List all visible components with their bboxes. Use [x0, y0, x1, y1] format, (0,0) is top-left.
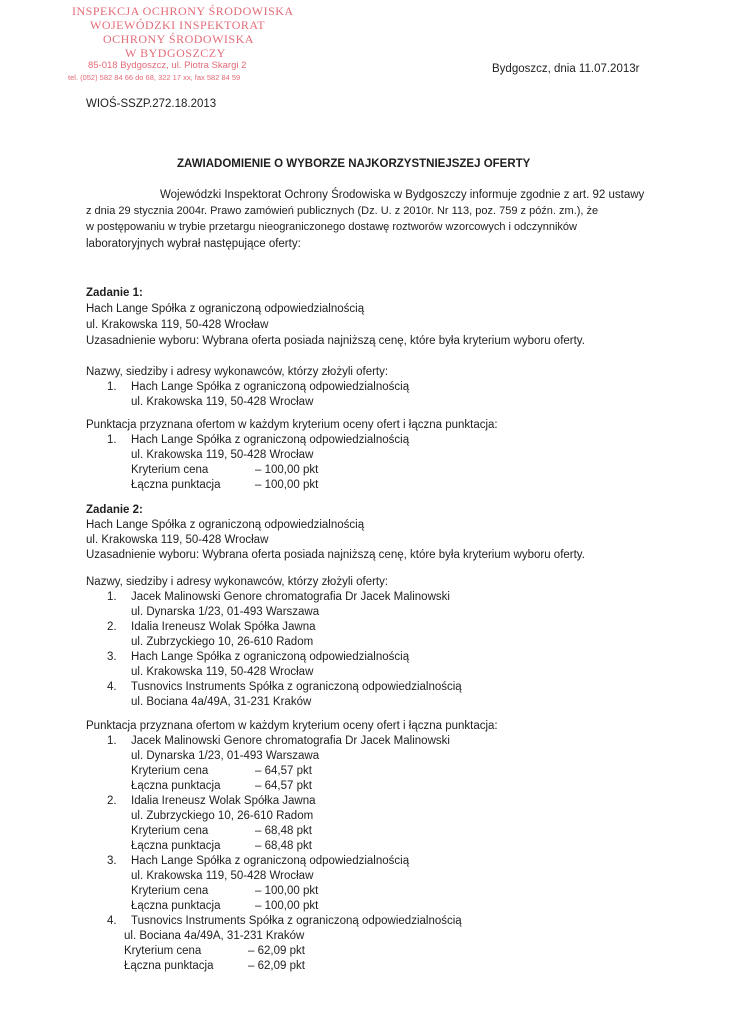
total-score-value: – 62,09 pkt	[248, 960, 305, 972]
task2-bidder3-name: Hach Lange Spółka z ograniczoną odpowiedzialnością	[131, 651, 410, 663]
total-score-label: Łączna punktacja	[131, 900, 221, 912]
task1-winner-address: ul. Krakowska 119, 50-428 Wrocław	[86, 319, 269, 331]
total-score-value: – 64,57 pkt	[255, 780, 312, 792]
total-score-label: Łączna punktacja	[131, 479, 221, 491]
task2-winner-name: Hach Lange Spółka z ograniczoną odpowiedzialnością	[86, 519, 365, 531]
task2-bidder2-number: 2.	[107, 621, 117, 633]
task1-score1-address: ul. Krakowska 119, 50-428 Wrocław	[131, 449, 314, 461]
task1-score1-price-row	[131, 464, 318, 477]
task2-score2-name: Idalia Ireneusz Wolak Spółka Jawna	[131, 795, 316, 807]
task2-score3-price-row	[131, 885, 318, 898]
stamp-line-6: tel. (052) 582 84 66 do 68, 322 17 xx, fax 582 84 59	[68, 73, 241, 82]
task2-winner-address: ul. Krakowska 119, 50-428 Wrocław	[86, 534, 269, 546]
task2-bidder1-address: ul. Dynarska 1/23, 01-493 Warszawa	[131, 606, 320, 618]
task2-score1-price-row	[131, 765, 312, 778]
price-criterion-label: Kryterium cena	[131, 825, 209, 837]
price-criterion-value: – 62,09 pkt	[248, 945, 305, 957]
stamp-line-4: W BYDGOSZCZY	[125, 46, 226, 60]
task1-bidder1-address: ul. Krakowska 119, 50-428 Wrocław	[131, 396, 314, 408]
task2-score2-total-row	[131, 840, 312, 853]
task2-bidder1-name: Jacek Malinowski Genore chromatografia Dr Jacek Malinowski	[131, 591, 450, 603]
task2-justification: Uzasadnienie wyboru: Wybrana oferta posiada najniższą cenę, które była kryterium wyboru oferty.	[86, 549, 585, 561]
task1-scores-heading: Punktacja przyznana ofertom w każdym kryterium oceny ofert i łączna punktacja:	[86, 419, 498, 431]
price-criterion-value: – 100,00 pkt	[255, 464, 319, 476]
task2-bidders-heading: Nazwy, siedziby i adresy wykonawców, którzy złożyli oferty:	[86, 576, 389, 588]
intro-line-1: Wojewódzki Inspektorat Ochrony Środowiska w Bydgoszczy informuje zgodnie z art. 92 ustawy	[160, 189, 645, 201]
task2-score1-address: ul. Dynarska 1/23, 01-493 Warszawa	[131, 750, 320, 762]
task2-heading: Zadanie 2:	[86, 504, 143, 516]
place-and-date: Bydgoszcz, dnia 11.07.2013r	[492, 63, 640, 75]
task2-score2-number: 2.	[107, 795, 117, 807]
task2-score3-address: ul. Krakowska 119, 50-428 Wrocław	[131, 870, 314, 882]
price-criterion-label: Kryterium cena	[131, 885, 209, 897]
intro-line-2: z dnia 29 stycznia 2004r. Prawo zamówień publicznych (Dz. U. z 2010r. Nr 113, poz. 759 z późn. zm.), że	[86, 205, 599, 217]
price-criterion-label: Kryterium cena	[124, 945, 202, 957]
task2-score4-price-row	[124, 945, 305, 958]
task2-bidder2-address: ul. Zubrzyckiego 10, 26-610 Radom	[131, 636, 314, 648]
task2-bidder1-number: 1.	[107, 591, 117, 603]
task2-bidder4-name: Tusnovics Instruments Spółka z ograniczoną odpowiedzialnością	[131, 681, 462, 693]
task1-heading: Zadanie 1:	[86, 287, 143, 299]
intro-line-3: w postępowaniu w trybie przetargu nieograniczonego dostawę roztworów wzorcowych i odczynników	[86, 221, 577, 233]
task2-score4-address: ul. Bociana 4a/49A, 31-231 Kraków	[124, 930, 305, 942]
task2-score2-address: ul. Zubrzyckiego 10, 26-610 Radom	[131, 810, 314, 822]
task2-score2-price-row	[131, 825, 312, 838]
task2-score3-total-row	[131, 900, 318, 913]
stamp-line-2: WOJEWÓDZKI INSPEKTORAT	[90, 18, 266, 32]
task2-score1-number: 1.	[107, 735, 117, 747]
total-score-label: Łączna punktacja	[124, 960, 214, 972]
task2-score3-number: 3.	[107, 855, 117, 867]
task2-score1-name: Jacek Malinowski Genore chromatografia Dr Jacek Malinowski	[131, 735, 450, 747]
task1-bidder1-name: Hach Lange Spółka z ograniczoną odpowiedzialnością	[131, 381, 410, 393]
price-criterion-value: – 64,57 pkt	[255, 765, 312, 777]
price-criterion-label: Kryterium cena	[131, 464, 209, 476]
intro-line-4: laboratoryjnych wybrał następujące oferty:	[86, 238, 301, 250]
stamp-line-1: INSPEKCJA OCHRONY ŚRODOWISKA	[72, 4, 294, 18]
reference-number: WIOŚ-SSZP.272.18.2013	[86, 98, 217, 110]
total-score-value: – 100,00 pkt	[255, 479, 319, 491]
task1-score1-total-row	[131, 479, 318, 492]
task2-score4-total-row	[124, 960, 305, 973]
task2-bidder2-name: Idalia Ireneusz Wolak Spółka Jawna	[131, 621, 316, 633]
stamp-line-3: OCHRONY ŚRODOWISKA	[103, 32, 254, 46]
task2-bidder3-number: 3.	[107, 651, 117, 663]
price-criterion-value: – 68,48 pkt	[255, 825, 312, 837]
task1-bidder1-number: 1.	[107, 381, 117, 393]
document-title: ZAWIADOMIENIE O WYBORZE NAJKORZYSTNIEJSZEJ OFERTY	[177, 158, 531, 170]
task1-score1-number: 1.	[107, 434, 117, 446]
task1-bidders-heading: Nazwy, siedziby i adresy wykonawców, którzy złożyli oferty:	[86, 366, 389, 378]
task2-bidder4-number: 4.	[107, 681, 117, 693]
task2-score4-number: 4.	[107, 915, 117, 927]
total-score-value: – 100,00 pkt	[255, 900, 319, 912]
task2-scores-heading: Punktacja przyznana ofertom w każdym kryterium oceny ofert i łączna punktacja:	[86, 720, 498, 732]
task2-score3-name: Hach Lange Spółka z ograniczoną odpowiedzialnością	[131, 855, 410, 867]
task2-bidder4-address: ul. Bociana 4a/49A, 31-231 Kraków	[131, 696, 312, 708]
price-criterion-value: – 100,00 pkt	[255, 885, 319, 897]
task2-score4-name: Tusnovics Instruments Spółka z ograniczoną odpowiedzialnością	[131, 915, 462, 927]
task2-bidder3-address: ul. Krakowska 119, 50-428 Wrocław	[131, 666, 314, 678]
total-score-value: – 68,48 pkt	[255, 840, 312, 852]
price-criterion-label: Kryterium cena	[131, 765, 209, 777]
task1-winner-name: Hach Lange Spółka z ograniczoną odpowiedzialnością	[86, 303, 365, 315]
total-score-label: Łączna punktacja	[131, 840, 221, 852]
total-score-label: Łączna punktacja	[131, 780, 221, 792]
stamp-line-5: 85-018 Bydgoszcz, ul. Piotra Skargi 2	[88, 60, 247, 71]
task2-score1-total-row	[131, 780, 312, 793]
task1-score1-name: Hach Lange Spółka z ograniczoną odpowiedzialnością	[131, 434, 410, 446]
task1-justification: Uzasadnienie wyboru: Wybrana oferta posiada najniższą cenę, które była kryterium wyboru oferty.	[86, 335, 585, 347]
